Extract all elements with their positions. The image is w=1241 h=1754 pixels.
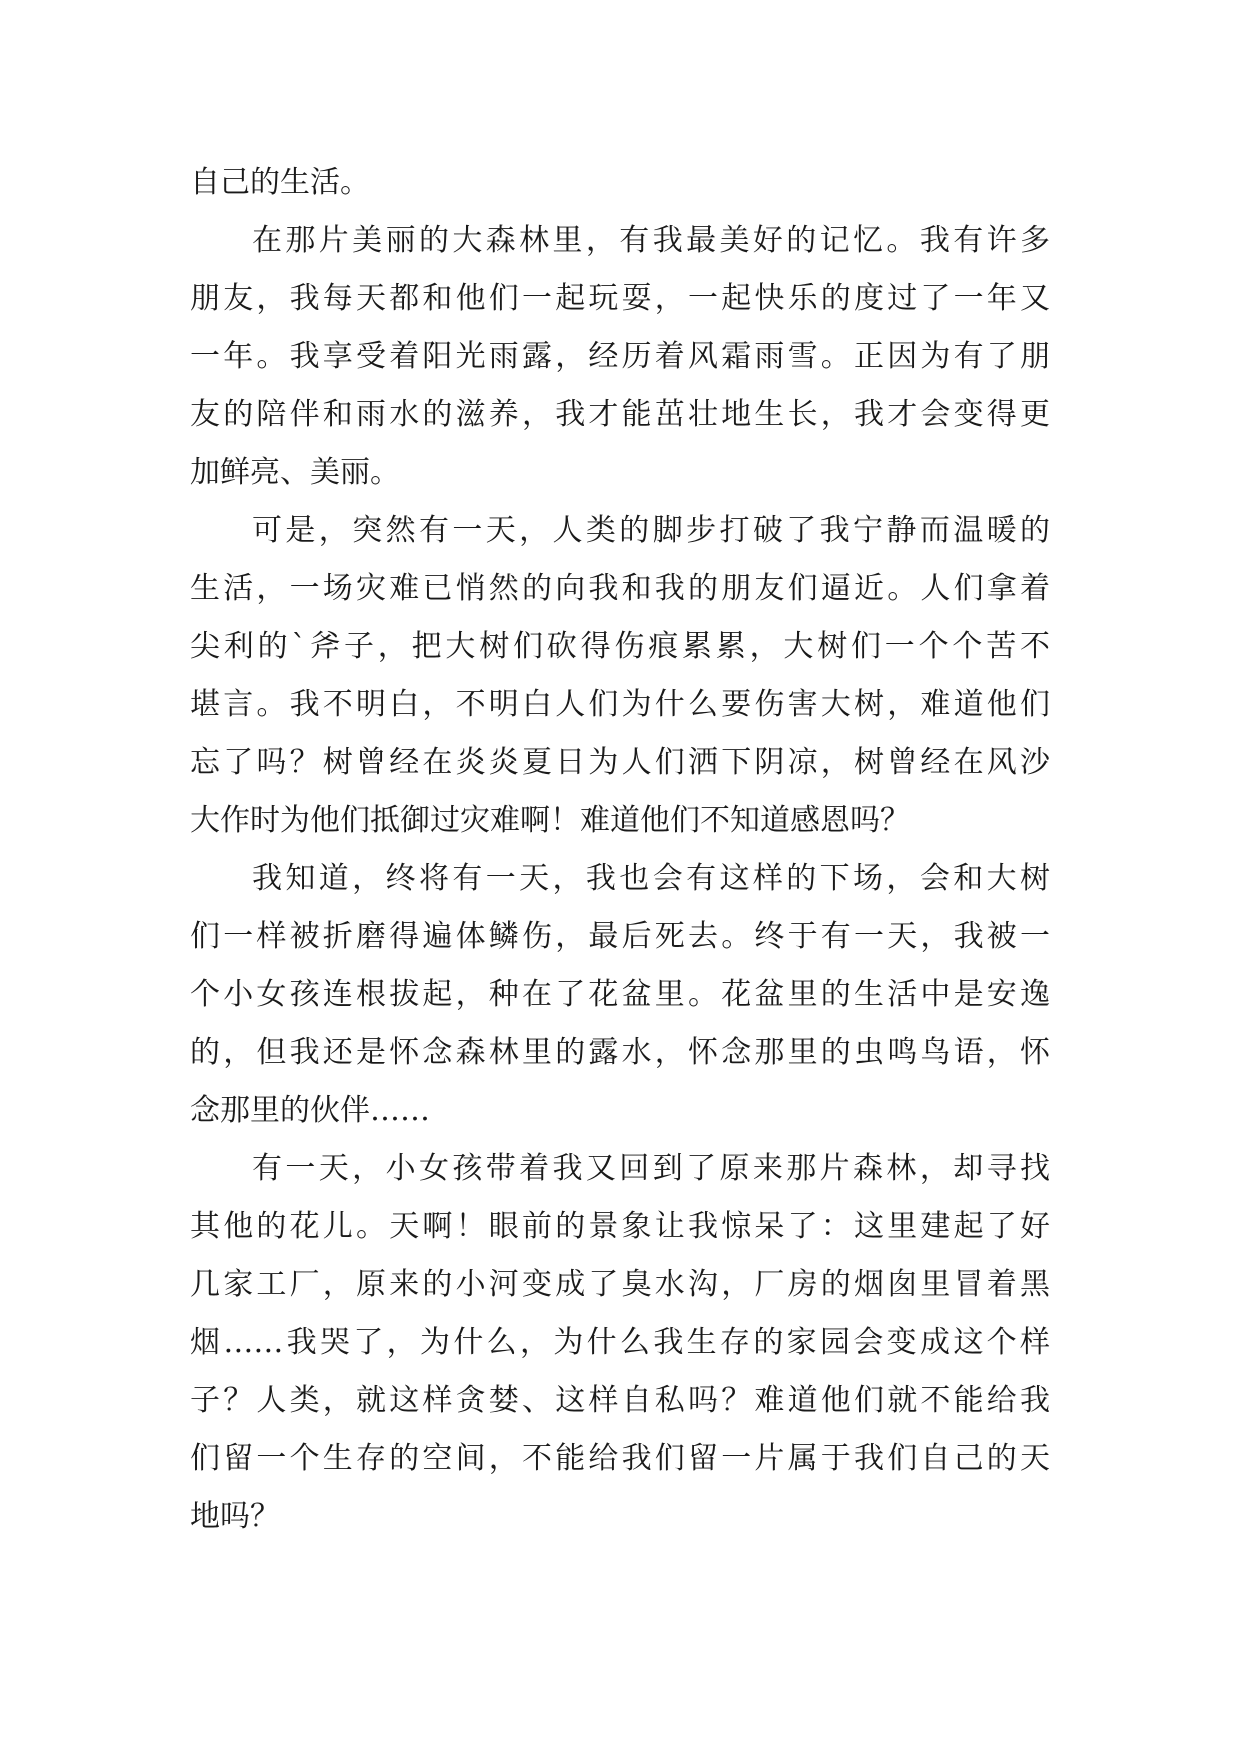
text-line: 朋友，我每天都和他们一起玩耍，一起快乐的度过了一年又 [190,281,1050,316]
text-line: 友的陪伴和雨水的滋养，我才能茁壮地生长，我才会变得更 [190,397,1050,432]
text-line: 尖利的`斧子，把大树们砍得伤痕累累，大树们一个个苦不 [190,629,1050,664]
text-line: 其他的花儿。天啊！眼前的景象让我惊呆了：这里建起了好 [190,1209,1050,1244]
text-line: 忘了吗？树曾经在炎炎夏日为人们洒下阴凉，树曾经在风沙 [190,745,1050,780]
text-line: 可是，突然有一天，人类的脚步打破了我宁静而温暖的 [252,513,1050,548]
essay-body [190,154,1050,1546]
text-line: 在那片美丽的大森林里，有我最美好的记忆。我有许多 [252,223,1050,258]
text-line: 子？人类，就这样贪婪、这样自私吗？难道他们就不能给我 [190,1383,1050,1418]
text-line: 们一样被折磨得遍体鳞伤，最后死去。终于有一天，我被一 [190,919,1050,954]
text-line: 大作时为他们抵御过灾难啊！难道他们不知道感恩吗？ [190,803,910,838]
text-line: 我知道，终将有一天，我也会有这样的下场，会和大树 [252,861,1050,896]
text-line: 几家工厂，原来的小河变成了臭水沟，厂房的烟囱里冒着黑 [190,1267,1050,1302]
text-line: 们留一个生存的空间，不能给我们留一片属于我们自己的天 [190,1441,1050,1476]
text-line: 自己的生活。 [190,165,370,200]
text-line: 有一天，小女孩带着我又回到了原来那片森林，却寻找 [252,1151,1050,1186]
text-line: 一年。我享受着阳光雨露，经历着风霜雨雪。正因为有了朋 [190,339,1050,374]
text-line: 个小女孩连根拔起，种在了花盆里。花盆里的生活中是安逸 [190,977,1050,1012]
text-line: 加鲜亮、美丽。 [190,455,400,490]
text-line: 地吗？ [190,1499,280,1534]
text-line: 烟……我哭了，为什么，为什么我生存的家园会变成这个样 [190,1325,1050,1360]
text-line: 生活，一场灾难已悄然的向我和我的朋友们逼近。人们拿着 [190,571,1050,606]
text-line: 的，但我还是怀念森林里的露水，怀念那里的虫鸣鸟语，怀 [190,1035,1050,1070]
text-line: 念那里的伙伴…… [190,1093,430,1128]
text-line: 堪言。我不明白，不明白人们为什么要伤害大树，难道他们 [190,687,1050,722]
